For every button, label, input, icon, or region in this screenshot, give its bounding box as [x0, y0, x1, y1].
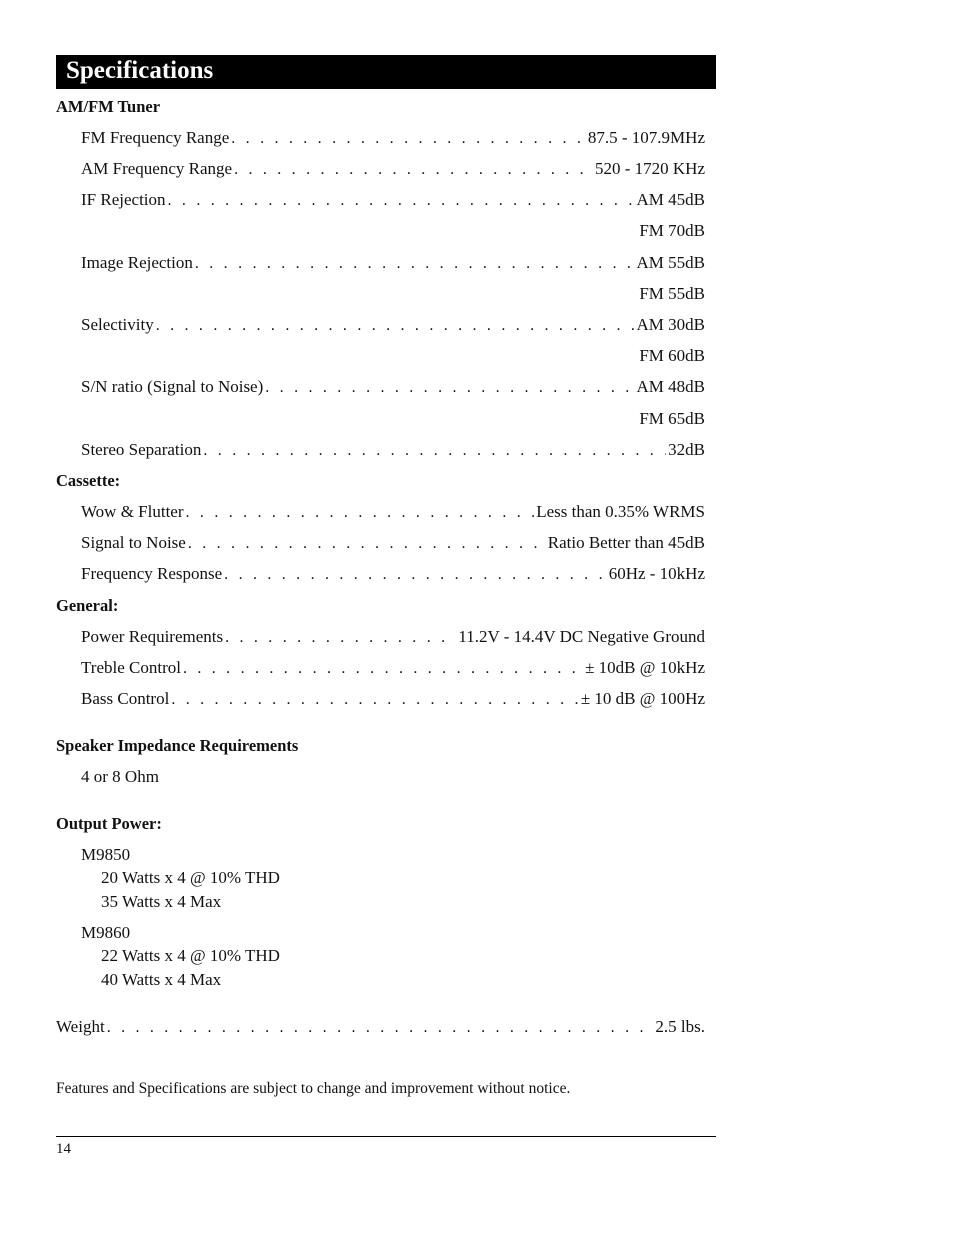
spec-value: 2.5 lbs. — [655, 1017, 705, 1036]
spec-label: Treble Control — [81, 658, 181, 677]
spec-row-if-rejection — [81, 189, 705, 211]
spec-row-image-rejection — [81, 252, 705, 274]
output-spec-line: 35 Watts x 4 Max — [101, 892, 222, 911]
spec-label: S/N ratio (Signal to Noise) — [81, 377, 264, 396]
spec-row-power-requirements — [81, 626, 705, 648]
tuner-heading: AM/FM Tuner — [56, 97, 161, 116]
spec-row-treble-control — [81, 657, 705, 679]
spec-label: Signal to Noise — [81, 533, 186, 552]
spec-label: Frequency Response — [81, 564, 223, 583]
impedance-heading: Speaker Impedance Requirements — [56, 736, 299, 755]
spec-value: Ratio Better than 45dB — [547, 533, 705, 552]
spec-label: IF Rejection — [81, 190, 166, 209]
spec-row-fm-frequency — [81, 127, 705, 149]
spec-value: AM 48dB — [636, 377, 705, 396]
spec-value: 11.2V - 14.4V DC Negative Ground — [458, 627, 705, 646]
footer-divider — [56, 1136, 716, 1137]
page-title: Specifications — [66, 57, 214, 84]
spec-label: Wow & Flutter — [81, 502, 184, 521]
spec-row-am-frequency — [81, 158, 705, 180]
spec-value: 60Hz - 10kHz — [608, 564, 705, 583]
spec-value: ± 10 dB @ 100Hz — [580, 689, 705, 708]
general-heading: General: — [56, 596, 119, 615]
spec-value-continued: FM 60dB — [639, 346, 705, 365]
dot-leader — [224, 564, 607, 586]
model-name: M9860 — [81, 923, 131, 942]
section-title-bar — [56, 55, 716, 89]
dot-leader — [195, 253, 635, 275]
dot-leader — [203, 440, 666, 462]
spec-label: AM Frequency Range — [81, 159, 233, 178]
spec-value-continued: FM 55dB — [639, 284, 705, 303]
spec-value-continued: FM 65dB — [639, 409, 705, 428]
spec-label: Bass Control — [81, 689, 170, 708]
spec-value: AM 45dB — [636, 190, 705, 209]
dot-leader — [186, 502, 535, 524]
dot-leader — [156, 315, 635, 337]
spec-label: FM Frequency Range — [81, 128, 230, 147]
output-spec-line: 22 Watts x 4 @ 10% THD — [101, 946, 280, 965]
page-number: 14 — [56, 1141, 71, 1157]
cassette-heading: Cassette: — [56, 471, 121, 490]
spec-row-stereo-separation — [81, 439, 705, 461]
dot-leader — [183, 658, 583, 680]
spec-value: 32dB — [668, 440, 705, 459]
dot-leader — [265, 377, 634, 399]
dot-leader — [188, 533, 546, 555]
spec-value: 520 - 1720 KHz — [594, 159, 705, 178]
spec-row-frequency-response — [81, 563, 705, 585]
spec-row-selectivity — [81, 314, 705, 336]
dot-leader — [225, 627, 456, 649]
spec-row-wow-flutter — [81, 501, 705, 523]
spec-label: Selectivity — [81, 315, 154, 334]
spec-row-sn-ratio — [81, 376, 705, 398]
disclaimer-note: Features and Specifications are subject to change and improvement without notice. — [56, 1080, 571, 1097]
spec-label: Weight — [56, 1017, 105, 1036]
spec-value: 87.5 - 107.9MHz — [587, 128, 705, 147]
model-name: M9850 — [81, 845, 131, 864]
spec-label: Power Requirements — [81, 627, 224, 646]
spec-row-weight — [56, 1016, 705, 1038]
spec-value: ± 10dB @ 10kHz — [585, 658, 705, 677]
output-spec-line: 40 Watts x 4 Max — [101, 970, 222, 989]
impedance-value: 4 or 8 Ohm — [81, 767, 159, 786]
dot-leader — [234, 159, 593, 181]
dot-leader — [171, 689, 579, 711]
spec-value: AM 55dB — [636, 253, 705, 272]
dot-leader — [107, 1017, 654, 1039]
spec-value: Less than 0.35% WRMS — [536, 502, 705, 521]
spec-row-bass-control — [81, 688, 705, 710]
dot-leader — [168, 190, 635, 212]
output-power-heading: Output Power: — [56, 814, 162, 833]
dot-leader — [231, 128, 586, 150]
spec-label: Stereo Separation — [81, 440, 202, 459]
spec-value-continued: FM 70dB — [639, 221, 705, 240]
spec-label: Image Rejection — [81, 253, 193, 272]
spec-row-signal-to-noise — [81, 532, 705, 554]
output-spec-line: 20 Watts x 4 @ 10% THD — [101, 868, 280, 887]
spec-value: AM 30dB — [636, 315, 705, 334]
